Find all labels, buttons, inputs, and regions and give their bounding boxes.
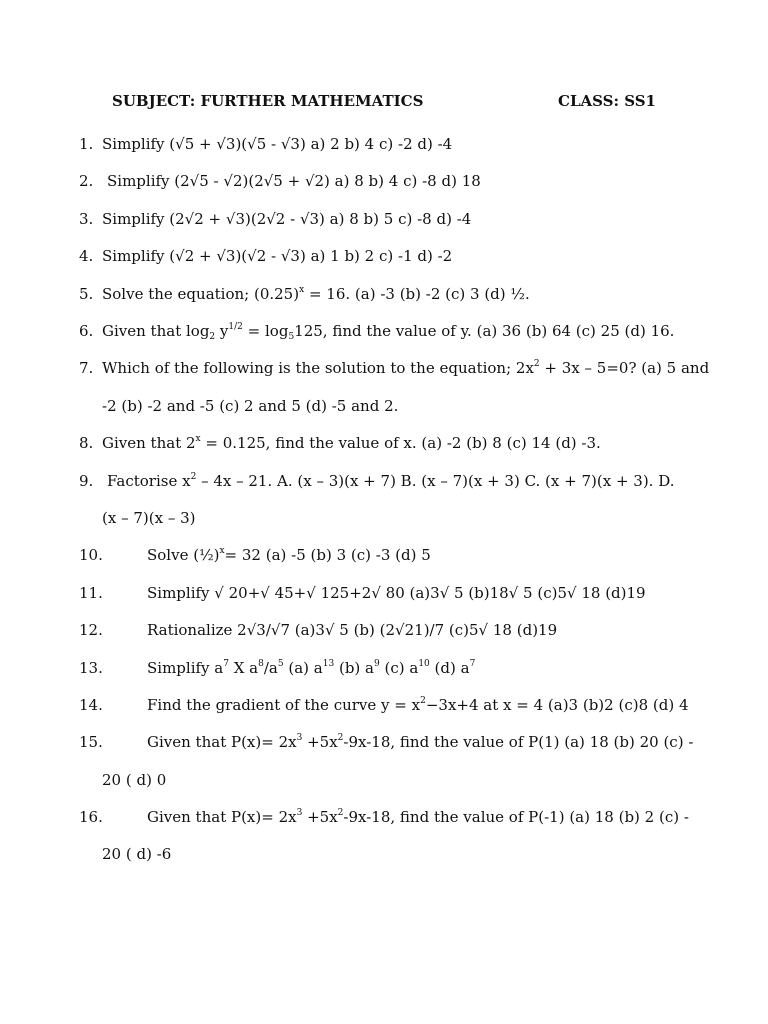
text-part: -9x-18, find the value of P(1) (a) 18 (b) 20 (c) - xyxy=(343,733,694,752)
question-text xyxy=(102,276,530,313)
question-text: Simplify (2√2 + √3)(2√2 - √3) a) 8 b) 5 c) -8 d) -4 xyxy=(102,209,472,228)
question-number: 6. xyxy=(79,321,94,340)
question-item xyxy=(0,163,768,200)
text-part: Solve the equation; (0.25) xyxy=(102,284,300,303)
question-text: Simplify (√2 + √3)(√2 - √3) a) 1 b) 2 c) -1 d) -2 xyxy=(102,247,453,266)
text-part: /a xyxy=(263,658,278,677)
text-part: X a xyxy=(228,658,259,677)
superscript: 5 xyxy=(277,658,284,669)
text-part: y xyxy=(215,321,229,340)
superscript: 8 xyxy=(258,658,264,669)
superscript: 2 xyxy=(190,471,197,482)
text-part: Given that log xyxy=(102,321,210,340)
question-item xyxy=(0,575,768,612)
superscript: x xyxy=(219,546,225,557)
superscript: 3 xyxy=(296,733,303,744)
superscript: 7 xyxy=(469,658,476,669)
question-number: 12. xyxy=(79,621,103,640)
question-item xyxy=(0,126,768,163)
question-number: 4. xyxy=(79,247,94,266)
text-part: = 16. (a) -3 (b) -2 (c) 3 (d) ½. xyxy=(304,284,530,303)
question-text xyxy=(102,425,601,462)
question-item xyxy=(0,201,768,238)
superscript: x xyxy=(195,434,201,445)
question-number: 9. xyxy=(79,471,94,490)
question-text: Simplify (√5 + √3)(√5 - √3) a) 2 b) 4 c) -2 d) -4 xyxy=(102,135,453,153)
text-part: -9x-18, find the value of P(-1) (a) 18 (b) 2 (c) - xyxy=(343,808,689,827)
text-part: Given that P(x)= 2x xyxy=(147,733,297,752)
question-number: 1. xyxy=(79,135,94,153)
superscript: 3 xyxy=(296,808,303,819)
question-text xyxy=(102,350,709,387)
class-label: CLASS: SS1 xyxy=(558,92,656,110)
question-text xyxy=(147,724,693,761)
superscript: 2 xyxy=(337,808,344,819)
question-item xyxy=(0,612,768,649)
question-number: 16. xyxy=(79,808,103,827)
superscript: 10 xyxy=(418,658,430,669)
question-number: 11. xyxy=(79,583,103,602)
superscript: x xyxy=(299,284,305,295)
text-part: = 32 (a) -5 (b) 3 (c) -3 (d) 5 xyxy=(224,546,431,565)
superscript: 13 xyxy=(322,658,335,669)
question-text xyxy=(107,463,674,500)
question-item xyxy=(0,463,768,538)
question-continuation: 20 ( d) 0 xyxy=(102,770,167,789)
text-part: Given that P(x)= 2x xyxy=(147,808,297,827)
question-text xyxy=(147,650,475,687)
question-item xyxy=(0,276,768,313)
text-part: Find the gradient of the curve y = x xyxy=(147,695,421,714)
question-text: Simplify (2√5 - √2)(2√5 + √2) a) 8 b) 4 c) -8 d) 18 xyxy=(107,172,481,191)
text-part: (a) a xyxy=(283,658,323,677)
question-continuation: -2 (b) -2 and -5 (c) 2 and 5 (d) -5 and 2. xyxy=(102,396,399,415)
page-header xyxy=(112,92,656,114)
superscript: 2 xyxy=(420,695,426,706)
superscript: 9 xyxy=(374,658,380,669)
question-item xyxy=(0,799,768,874)
text-part: 125, find the value of y. (a) 36 (b) 64 (c) 25 (d) 16. xyxy=(294,321,675,340)
text-part: + 3x – 5=0? (a) 5 and xyxy=(539,359,710,378)
superscript: 7 xyxy=(223,658,229,669)
text-part: −3x+4 at x = 4 (a)3 (b)2 (c)8 (d) 4 xyxy=(425,695,689,714)
text-part: +5x xyxy=(302,808,338,827)
text-part: (c) a xyxy=(379,658,419,677)
question-continuation: 20 ( d) -6 xyxy=(102,845,172,864)
question-item xyxy=(0,238,768,275)
question-item xyxy=(0,425,768,462)
question-number: 15. xyxy=(79,733,103,752)
question-number: 10. xyxy=(79,546,103,565)
question-text: Rationalize 2√3/√7 (a)3√ 5 (b) (2√21)/7 (c)5√ 18 (d)19 xyxy=(147,621,558,640)
text-part: = log xyxy=(242,321,289,340)
question-item xyxy=(0,313,768,350)
text-part: Solve (½) xyxy=(147,546,220,565)
question-number: 8. xyxy=(79,434,94,453)
question-continuation: (x – 7)(x – 3) xyxy=(102,508,196,527)
text-part: Factorise x xyxy=(107,471,191,490)
subscript: 2 xyxy=(209,331,216,342)
text-part: Simplify a xyxy=(147,658,224,677)
text-part: Which of the following is the solution to the equation; 2x xyxy=(102,359,534,378)
superscript: 2 xyxy=(533,359,540,370)
question-item xyxy=(0,724,768,799)
question-item xyxy=(0,687,768,724)
question-list xyxy=(0,126,768,874)
question-text xyxy=(102,313,674,350)
text-part: Given that 2 xyxy=(102,434,196,453)
question-number: 13. xyxy=(79,658,103,677)
question-text xyxy=(147,687,689,724)
question-item xyxy=(0,537,768,574)
question-text: Simplify √ 20+√ 45+√ 125+2√ 80 (a)3√ 5 (b)18√ 5 (c)5√ 18 (d)19 xyxy=(147,583,646,602)
text-part: +5x xyxy=(302,733,338,752)
subject-title: SUBJECT: FURTHER MATHEMATICS xyxy=(112,92,424,110)
text-part: (d) a xyxy=(429,658,470,677)
question-item xyxy=(0,350,768,425)
question-number: 3. xyxy=(79,209,94,228)
question-text xyxy=(147,799,689,836)
text-part: = 0.125, find the value of x. (a) -2 (b) 8 (c) 14 (d) -3. xyxy=(200,434,601,453)
text-part: (b) a xyxy=(334,658,374,677)
question-number: 14. xyxy=(79,695,103,714)
superscript: 1/2 xyxy=(228,321,243,332)
question-number: 7. xyxy=(79,359,94,378)
superscript: 2 xyxy=(337,733,344,744)
subscript: 5 xyxy=(288,331,295,342)
question-number: 2. xyxy=(79,172,94,191)
question-item xyxy=(0,650,768,687)
question-number: 5. xyxy=(79,284,94,303)
text-part: – 4x – 21. A. (x – 3)(x + 7) B. (x – 7)(x + 3) C. (x + 7)(x + 3). D. xyxy=(196,471,675,490)
question-text xyxy=(147,537,431,574)
